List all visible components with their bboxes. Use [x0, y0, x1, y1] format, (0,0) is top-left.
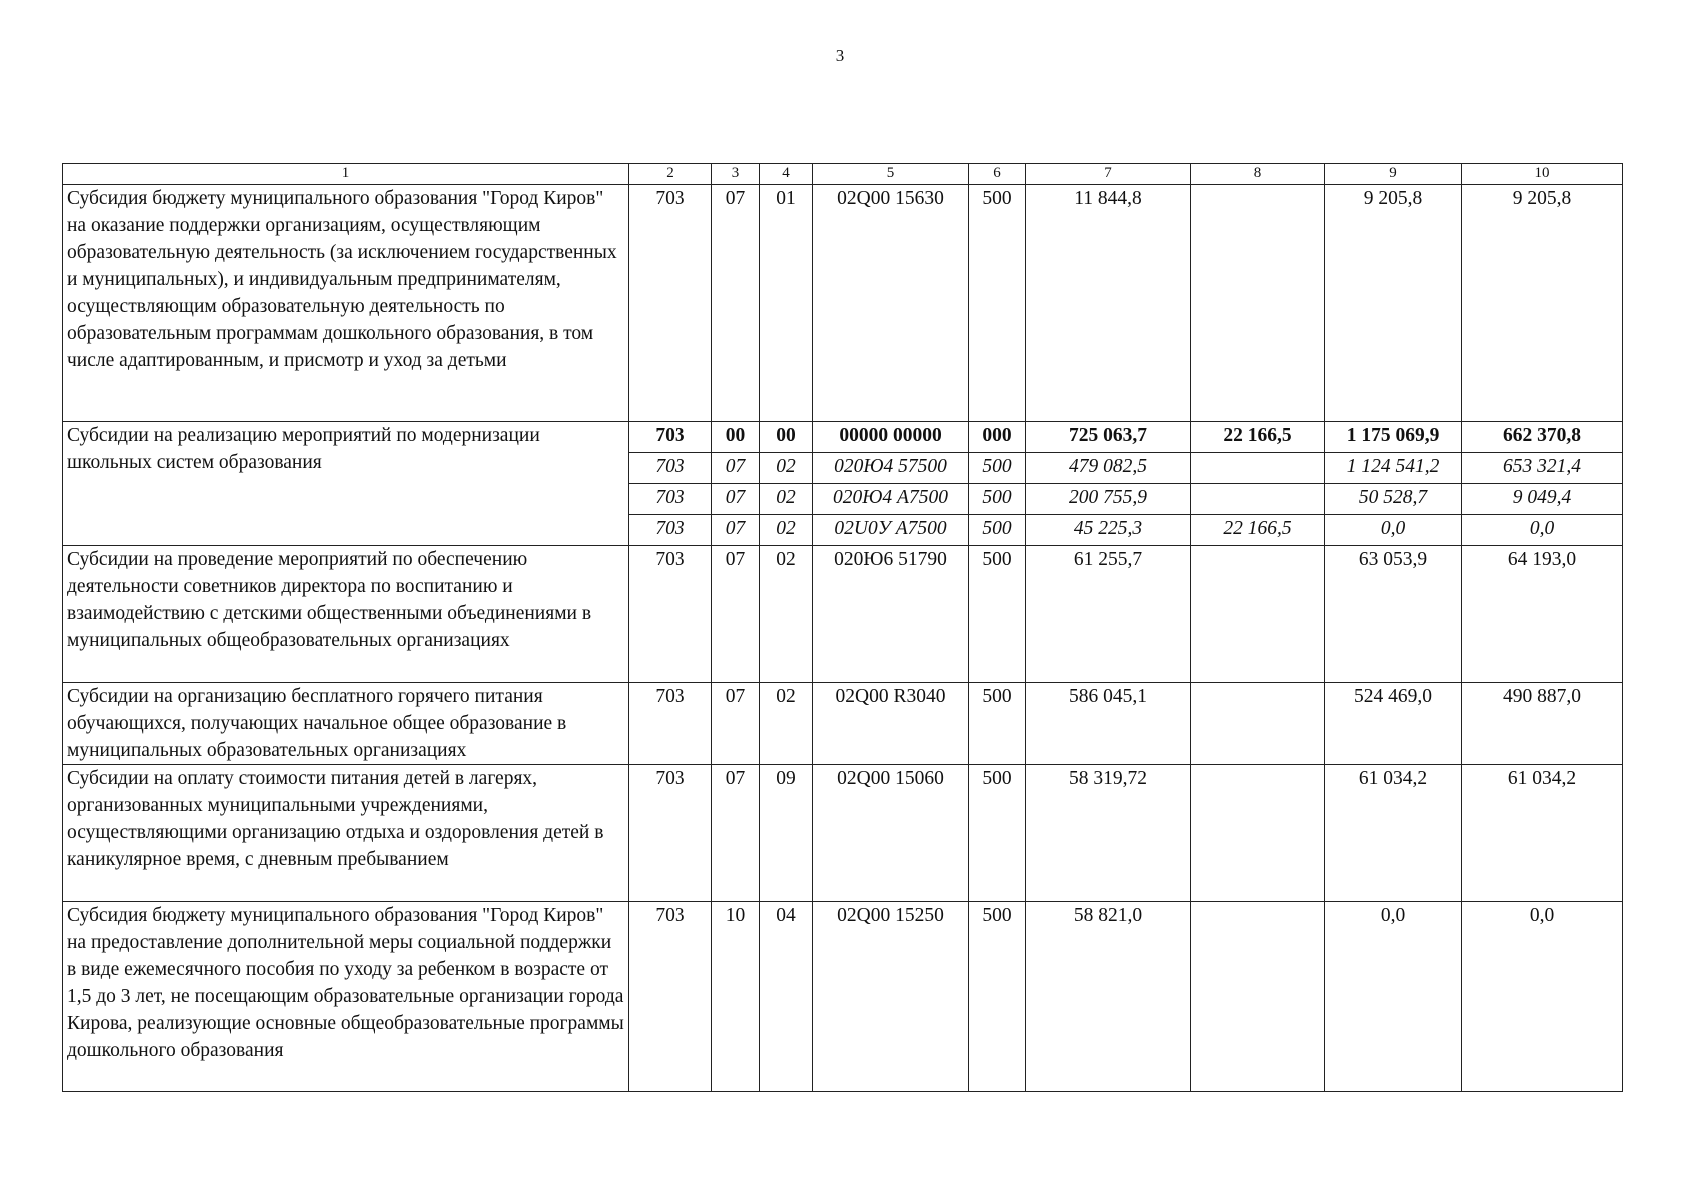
cell-amount-9: 9 205,8: [1325, 185, 1462, 422]
cell-amount-10: 61 034,2: [1462, 765, 1623, 902]
item-name: Субсидия бюджету муниципального образования "Город Киров" на предоставление дополнительной меры социальной поддержки в виде ежемесячного пособия по уходу за ребенком в возрасте от 1,5 до 3 лет, не посещающим образовательные организации города Кирова, реализующие основные общеобразовательные программы дошкольного образования: [63, 902, 629, 1092]
cell-subsection: 02: [760, 484, 813, 515]
cell-section: 10: [712, 902, 760, 1092]
header-cell: 4: [760, 164, 813, 185]
cell-target-article: 02Q00 R3040: [813, 683, 969, 765]
cell-ministry: 703: [629, 683, 712, 765]
table-row: [63, 765, 1623, 902]
header-cell: 2: [629, 164, 712, 185]
cell-expense-type: 500: [969, 453, 1026, 484]
cell-amount-7: 61 255,7: [1026, 546, 1191, 683]
cell-target-article: 02Q00 15250: [813, 902, 969, 1092]
cell-section: 07: [712, 185, 760, 422]
cell-expense-type: 500: [969, 515, 1026, 546]
cell-section: 00: [712, 422, 760, 453]
cell-amount-9: 1 175 069,9: [1325, 422, 1462, 453]
cell-amount-8: [1191, 484, 1325, 515]
cell-amount-10: 653 321,4: [1462, 453, 1623, 484]
header-cell: 5: [813, 164, 969, 185]
cell-amount-7: 11 844,8: [1026, 185, 1191, 422]
cell-amount-9: 524 469,0: [1325, 683, 1462, 765]
cell-ministry: 703: [629, 515, 712, 546]
header-cell: 9: [1325, 164, 1462, 185]
cell-amount-7: 479 082,5: [1026, 453, 1191, 484]
cell-amount-9: 1 124 541,2: [1325, 453, 1462, 484]
cell-ministry: 703: [629, 765, 712, 902]
cell-ministry: 703: [629, 422, 712, 453]
cell-target-article: 020Ю6 51790: [813, 546, 969, 683]
cell-subsection: 09: [760, 765, 813, 902]
cell-subsection: 02: [760, 453, 813, 484]
table-row: [63, 185, 1623, 422]
cell-expense-type: 500: [969, 185, 1026, 422]
header-cell: 8: [1191, 164, 1325, 185]
cell-amount-9: 50 528,7: [1325, 484, 1462, 515]
cell-subsection: 00: [760, 422, 813, 453]
budget-table: [62, 163, 1623, 1092]
cell-ministry: 703: [629, 484, 712, 515]
cell-expense-type: 500: [969, 683, 1026, 765]
cell-section: 07: [712, 515, 760, 546]
cell-expense-type: 500: [969, 484, 1026, 515]
item-name: Субсидии на проведение мероприятий по обеспечению деятельности советников директора по воспитанию и взаимодействию с детскими общественными объединениями в муниципальных общеобразовательных организациях: [63, 546, 629, 683]
table-row-total: [63, 422, 1623, 453]
cell-amount-8: [1191, 683, 1325, 765]
cell-amount-10: 9 205,8: [1462, 185, 1623, 422]
cell-subsection: 01: [760, 185, 813, 422]
cell-amount-10: 0,0: [1462, 515, 1623, 546]
cell-ministry: 703: [629, 546, 712, 683]
cell-amount-9: 0,0: [1325, 902, 1462, 1092]
cell-target-article: 02Q00 15060: [813, 765, 969, 902]
header-row: [63, 164, 1623, 185]
cell-amount-10: 490 887,0: [1462, 683, 1623, 765]
cell-ministry: 703: [629, 185, 712, 422]
cell-amount-8: [1191, 765, 1325, 902]
cell-section: 07: [712, 765, 760, 902]
cell-amount-8: [1191, 546, 1325, 683]
item-name: Субсидия бюджету муниципального образования "Город Киров" на оказание поддержки организациям, осуществляющим образовательную деятельность (за исключением государственных и муниципальных), и индивидуальным предпринимателям, осуществляющим образовательную деятельность по образовательным программам дошкольного образования, в том числе адаптированным, и присмотр и уход за детьми: [63, 185, 629, 422]
table-row: [63, 683, 1623, 765]
cell-section: 07: [712, 484, 760, 515]
cell-amount-7: 586 045,1: [1026, 683, 1191, 765]
cell-amount-7: 200 755,9: [1026, 484, 1191, 515]
header-cell: 1: [63, 164, 629, 185]
cell-amount-7: 45 225,3: [1026, 515, 1191, 546]
cell-target-article: 02Q00 15630: [813, 185, 969, 422]
cell-amount-10: 662 370,8: [1462, 422, 1623, 453]
page-number: 3: [835, 46, 845, 65]
cell-amount-8: [1191, 453, 1325, 484]
cell-section: 07: [712, 683, 760, 765]
header-cell: 7: [1026, 164, 1191, 185]
cell-target-article: 020Ю4 A7500: [813, 484, 969, 515]
cell-amount-8: [1191, 185, 1325, 422]
cell-subsection: 02: [760, 546, 813, 683]
item-name: Субсидии на организацию бесплатного горячего питания обучающихся, получающих начальное общее образование в муниципальных образовательных организациях: [63, 683, 629, 765]
cell-section: 07: [712, 453, 760, 484]
cell-ministry: 703: [629, 453, 712, 484]
header-cell: 6: [969, 164, 1026, 185]
cell-target-article: 020Ю4 57500: [813, 453, 969, 484]
cell-subsection: 02: [760, 515, 813, 546]
cell-amount-9: 63 053,9: [1325, 546, 1462, 683]
cell-amount-7: 58 319,72: [1026, 765, 1191, 902]
cell-section: 07: [712, 546, 760, 683]
cell-amount-8: 22 166,5: [1191, 422, 1325, 453]
header-cell: 10: [1462, 164, 1623, 185]
cell-target-article: 02U0У A7500: [813, 515, 969, 546]
table-row: [63, 902, 1623, 1092]
cell-amount-7: 58 821,0: [1026, 902, 1191, 1092]
cell-expense-type: 500: [969, 765, 1026, 902]
cell-amount-7: 725 063,7: [1026, 422, 1191, 453]
cell-expense-type: 500: [969, 902, 1026, 1092]
cell-amount-10: 64 193,0: [1462, 546, 1623, 683]
cell-expense-type: 500: [969, 546, 1026, 683]
cell-subsection: 04: [760, 902, 813, 1092]
cell-amount-8: [1191, 902, 1325, 1092]
item-name: Субсидии на реализацию мероприятий по модернизации школьных систем образования: [63, 422, 629, 546]
cell-amount-10: 0,0: [1462, 902, 1623, 1092]
cell-amount-9: 61 034,2: [1325, 765, 1462, 902]
table-row: [63, 546, 1623, 683]
cell-subsection: 02: [760, 683, 813, 765]
cell-expense-type: 000: [969, 422, 1026, 453]
cell-amount-10: 9 049,4: [1462, 484, 1623, 515]
item-name: Субсидии на оплату стоимости питания детей в лагерях, организованных муниципальными учреждениями, осуществляющими организацию отдыха и оздоровления детей в каникулярное время, с дневным пребыванием: [63, 765, 629, 902]
cell-target-article: 00000 00000: [813, 422, 969, 453]
cell-ministry: 703: [629, 902, 712, 1092]
cell-amount-9: 0,0: [1325, 515, 1462, 546]
header-cell: 3: [712, 164, 760, 185]
cell-amount-8: 22 166,5: [1191, 515, 1325, 546]
